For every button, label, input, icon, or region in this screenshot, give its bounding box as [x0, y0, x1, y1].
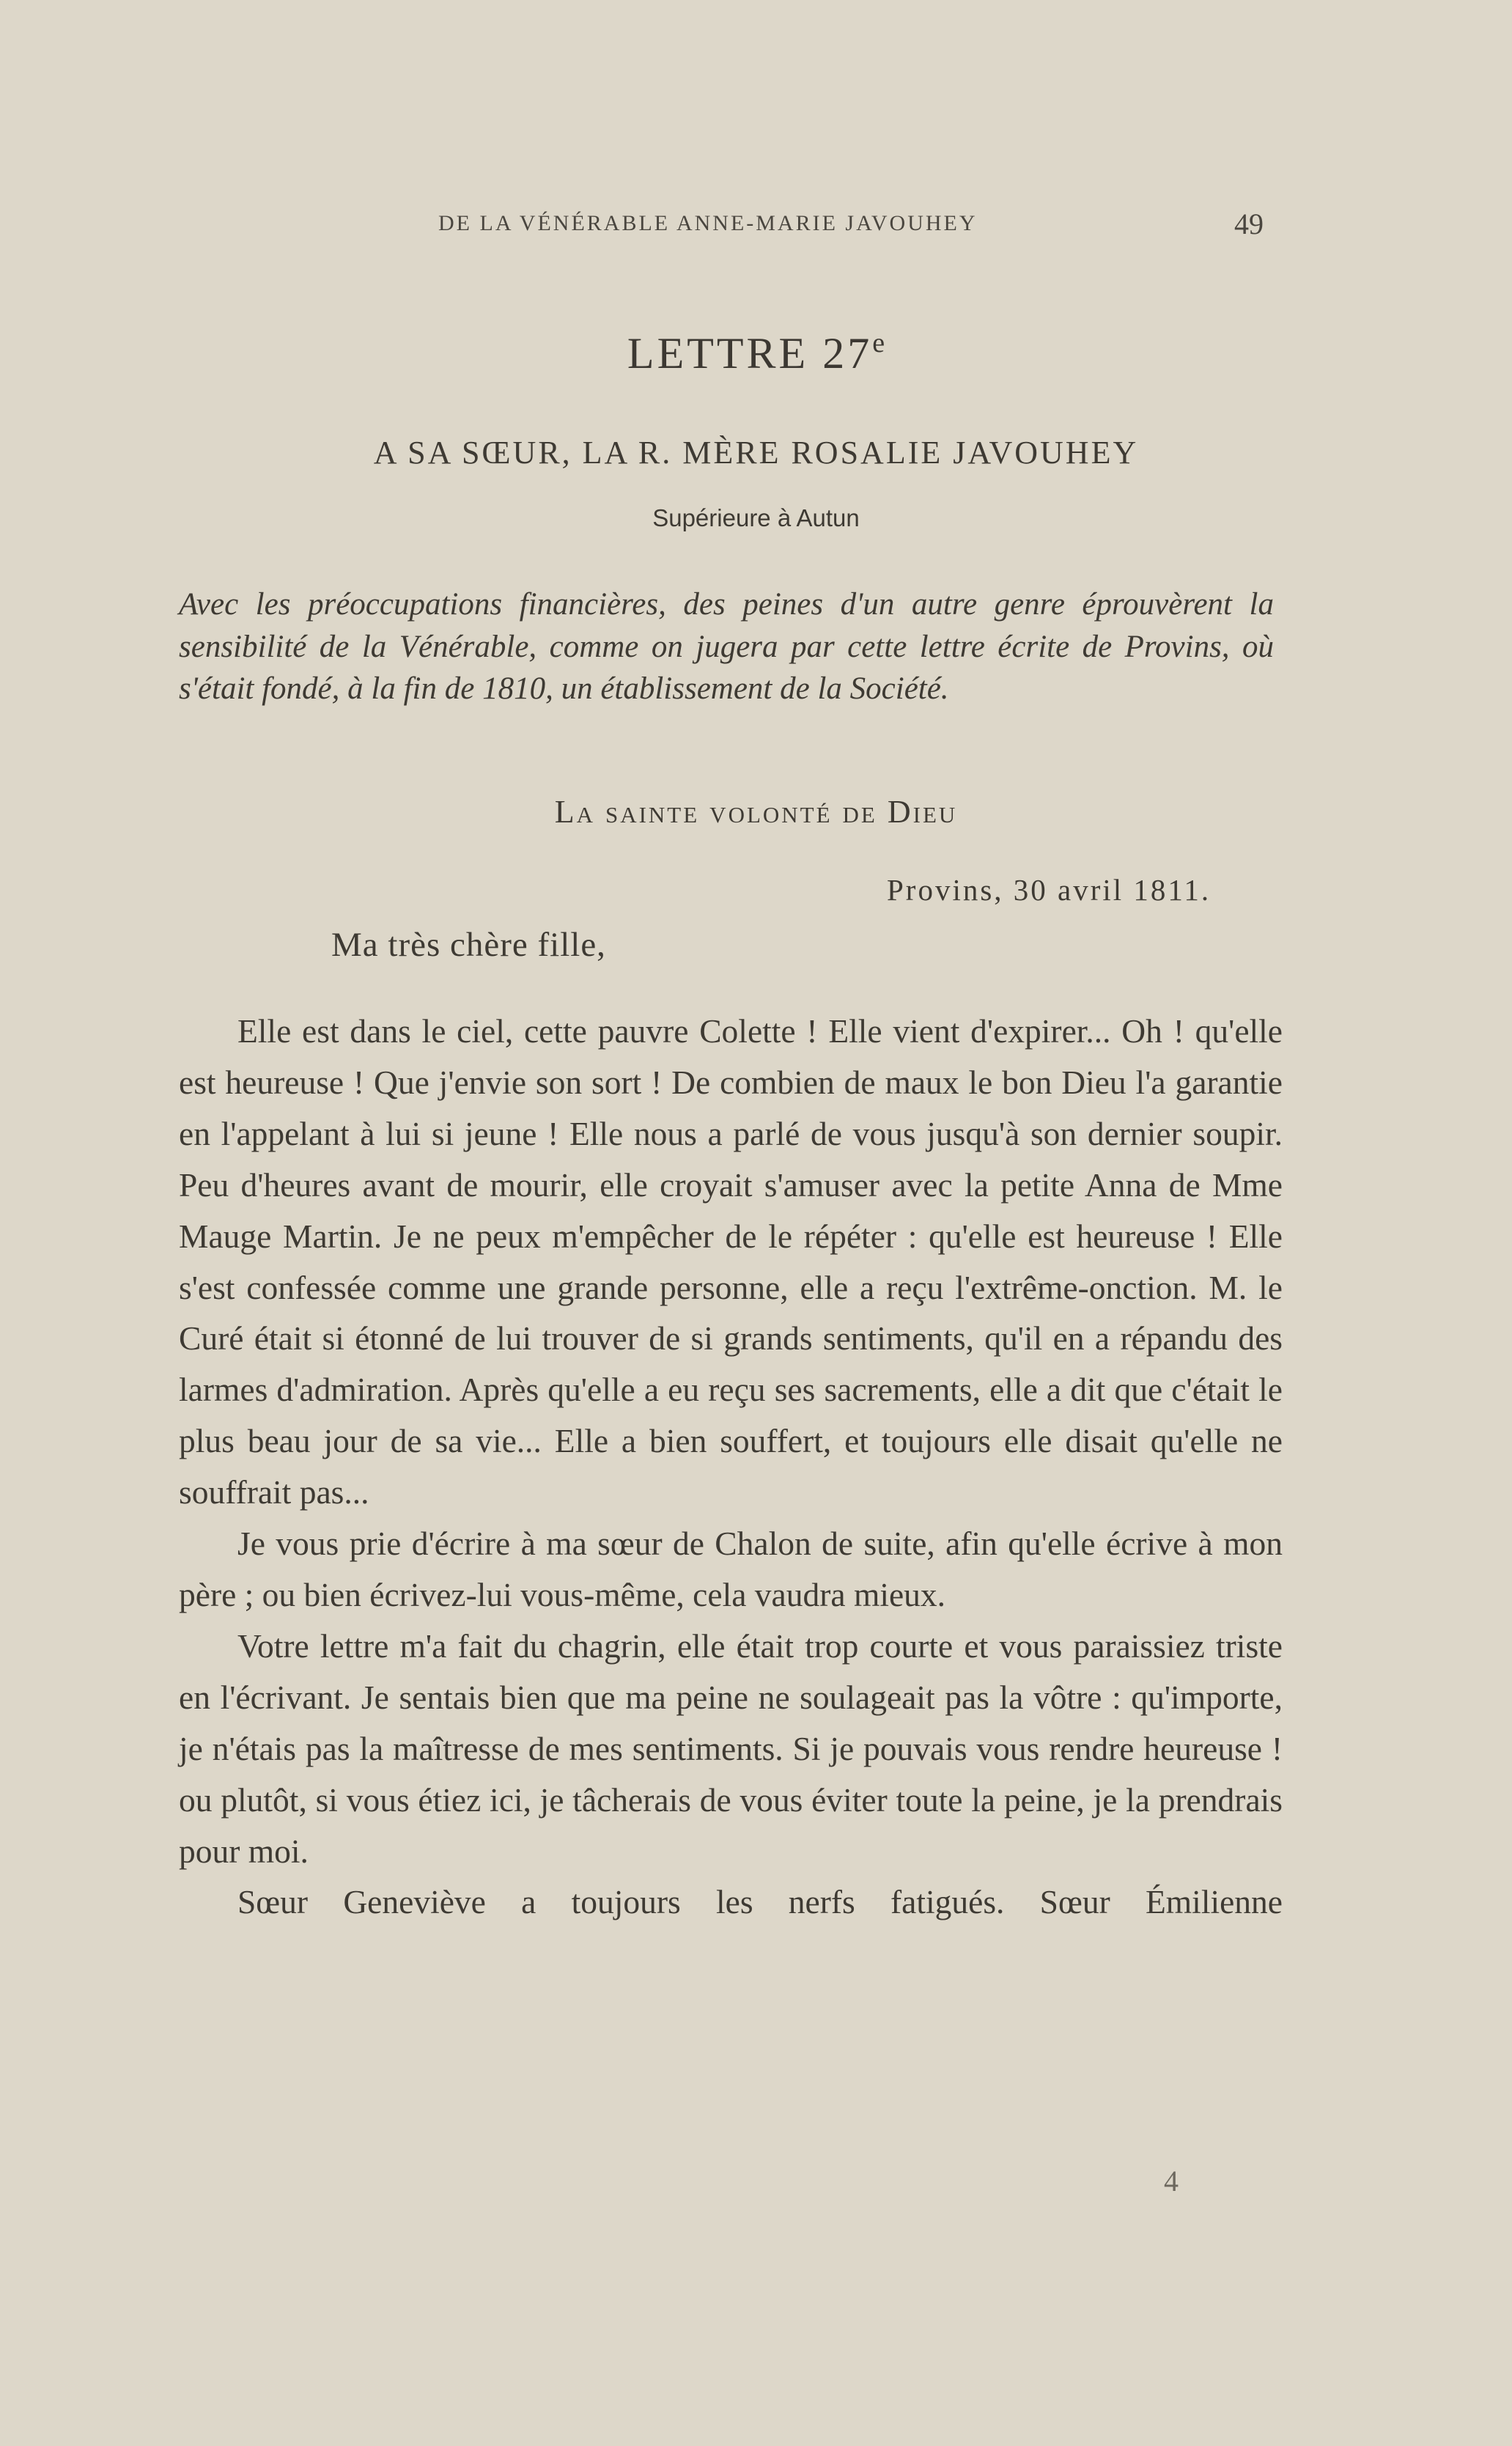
addressee-location: Supérieure à Autun [652, 504, 860, 531]
letter-title [0, 327, 1512, 379]
signature-mark: 4 [1164, 2165, 1179, 2198]
body-paragraph: Je vous prie d'écrire à ma sœur de Chalon de suite, afin qu'elle écrive à mon père ; ou bien écrivez-lui vous-même, cela vaudra mieux. [179, 1525, 1283, 1613]
salutation: Ma très chère fille, [331, 926, 606, 964]
running-head: DE LA VÉNÉRABLE ANNE-MARIE JAVOUHEY [438, 211, 978, 235]
body-paragraph: Votre lettre m'a fait du chagrin, elle était trop courte et vous paraissiez triste en l'écrivant. Je sentais bien que ma peine ne soulageait pas la vôtre : qu'importe, je n'étais pas la maîtresse de mes sentiments. Si je pouvais vous rendre heureuse ! ou plutôt, si vous étiez ici, je tâcherais de vous éviter toute la peine, je la prendrais pour moi. [179, 1627, 1283, 1870]
addressee: A SA SŒUR, LA R. MÈRE ROSALIE JAVOUHEY [373, 435, 1139, 471]
letter-title-text: LETTRE 27 [627, 329, 873, 377]
letter-heading: La sainte volonté de Dieu [554, 794, 958, 830]
editorial-introduction: Avec les préoccupations financières, des peines d'un autre genre éprouvèrent la sensibilité de la Vénérable, comme on jugera par cette lettre écrite de Provins, où s'était fondé, à la fin de 1810, un établissement de la Société. [179, 587, 1274, 706]
page-number: 49 [1234, 207, 1264, 240]
body-paragraph: Sœur Geneviève a toujours les nerfs fatigués. Sœur Émilienne [237, 1883, 1283, 1921]
body-paragraph: Elle est dans le ciel, cette pauvre Colette ! Elle vient d'expirer... Oh ! qu'elle est heureuse ! Que j'envie son sort ! De combien de maux le bon Dieu l'a garantie en l'appelant à lui si jeune ! Elle nous a parlé de vous jusqu'à son dernier soupir. Peu d'heures avant de mourir, elle croyait s'amuser avec la petite Anna de Mme Mauge Martin. Je ne peux m'empêcher de le répéter : qu'elle est heureuse ! Elle s'est confessée comme une grande personne, elle a reçu l'extrême-onction. M. le Curé était si étonné de lui trouver de si grands sentiments, qu'il en a répandu des larmes d'admiration. Après qu'elle a eu reçu ses sacrements, elle a dit que c'était le plus beau jour de sa vie... Elle a bien souffert, et toujours elle disait qu'elle ne souffrait pas... [179, 1012, 1283, 1511]
dateline: Provins, 30 avril 1811. [887, 873, 1212, 907]
letter-title-superscript: e [872, 328, 885, 358]
letter-body [179, 1006, 1283, 1928]
